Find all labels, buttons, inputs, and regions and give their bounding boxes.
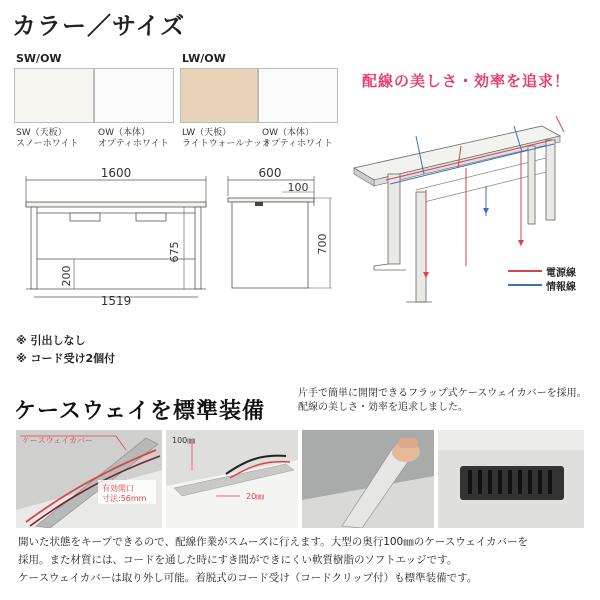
photo-hand-opening: [302, 430, 434, 528]
legend-label: 電源線: [546, 267, 576, 279]
legend-line-icon: [508, 270, 542, 272]
dim-depth: 600: [258, 166, 282, 180]
body-text-line-3: ケースウェイカバーは取り外し可能。着脱式のコード受け（コードクリップ付）も標準装備です。: [18, 572, 478, 584]
label-depth-100: 100㎜: [172, 436, 196, 445]
body-text-line-2: 採用。また材質には、コードを通した時にすき間ができにくい軟質樹脂のソフトエッジです。: [18, 554, 458, 566]
dim-depth-offset: 100: [287, 181, 309, 194]
color-code-lw-ow: LW/OW: [182, 52, 226, 65]
caption-line: オプティホワイト: [262, 139, 333, 149]
legend-label: 情報線: [546, 281, 576, 293]
photo-cord-holder: [438, 430, 584, 528]
caption-lw-top: [182, 128, 271, 150]
photo-caseway-cover-image: [16, 430, 162, 528]
dim-foot-height: 200: [60, 265, 73, 287]
caption-line: SW（天板）: [16, 128, 67, 138]
dim-drawer-height: 675: [168, 241, 181, 263]
caption-line: OW（本体）: [98, 128, 150, 138]
photo-caseway-dimensions: [166, 430, 298, 528]
caption-ow-body-1: [98, 128, 169, 150]
swatch-ow-body-1: [94, 68, 174, 123]
body-text-line-1: 開いた状態をキープできるので、配線作業がスムーズに行えます。大型の奥行100㎜のケースウェイカバーを: [18, 536, 528, 548]
caption-line: オプティホワイト: [98, 139, 169, 149]
note-no-drawer: ※ 引出しなし: [16, 334, 86, 347]
wiring-legend: [508, 264, 600, 292]
page-title: カラー／サイズ: [12, 12, 186, 40]
swatch-sw-top: [14, 68, 94, 123]
dim-width: 1600: [100, 166, 132, 180]
caseway-description: 片手で簡単に開閉できるフラップ式ケースウェイカバーを採用。配線の美しさ・効率を追求しました。: [298, 388, 587, 413]
caption-sw-top: [16, 128, 78, 150]
photo-hand-opening-image: [302, 430, 434, 528]
caption-line: ライトウォールナット: [182, 139, 272, 149]
caseway-title: ケースウェイを標準装備: [14, 399, 266, 424]
caption-line: スノーホワイト: [16, 139, 79, 149]
photo-caseway-cover: [16, 430, 162, 528]
label-caseway-cover: ケースウェイカバー: [22, 436, 94, 445]
legend-line-icon: [508, 284, 542, 286]
side-dimension-drawing: [218, 166, 348, 306]
wiring-title: 配線の美しさ・効率を追求！: [362, 72, 571, 90]
label-opening: 有効開口: [102, 484, 134, 493]
label-edge-20: 20㎜: [246, 492, 265, 501]
legend-item-power: [508, 264, 600, 278]
swatch-ow-body-2: [258, 68, 338, 123]
swatch-lw-top: [180, 68, 258, 123]
caption-ow-body-2: [262, 128, 333, 150]
front-dimension-drawing: [14, 166, 214, 306]
dim-inner-width: 1519: [100, 294, 132, 306]
color-code-sw-ow: SW/OW: [16, 52, 62, 65]
dim-height: 700: [316, 233, 329, 255]
caption-line: OW（本体）: [262, 128, 314, 138]
photo-caseway-dimensions-image: [166, 430, 298, 528]
caption-line: LW（天板）: [182, 128, 232, 138]
legend-item-data: [508, 278, 600, 292]
photo-cord-holder-image: [438, 430, 584, 528]
note-cord-holder: ※ コード受け2個付: [16, 352, 116, 365]
label-opening-size: 寸法:56mm: [102, 494, 147, 503]
